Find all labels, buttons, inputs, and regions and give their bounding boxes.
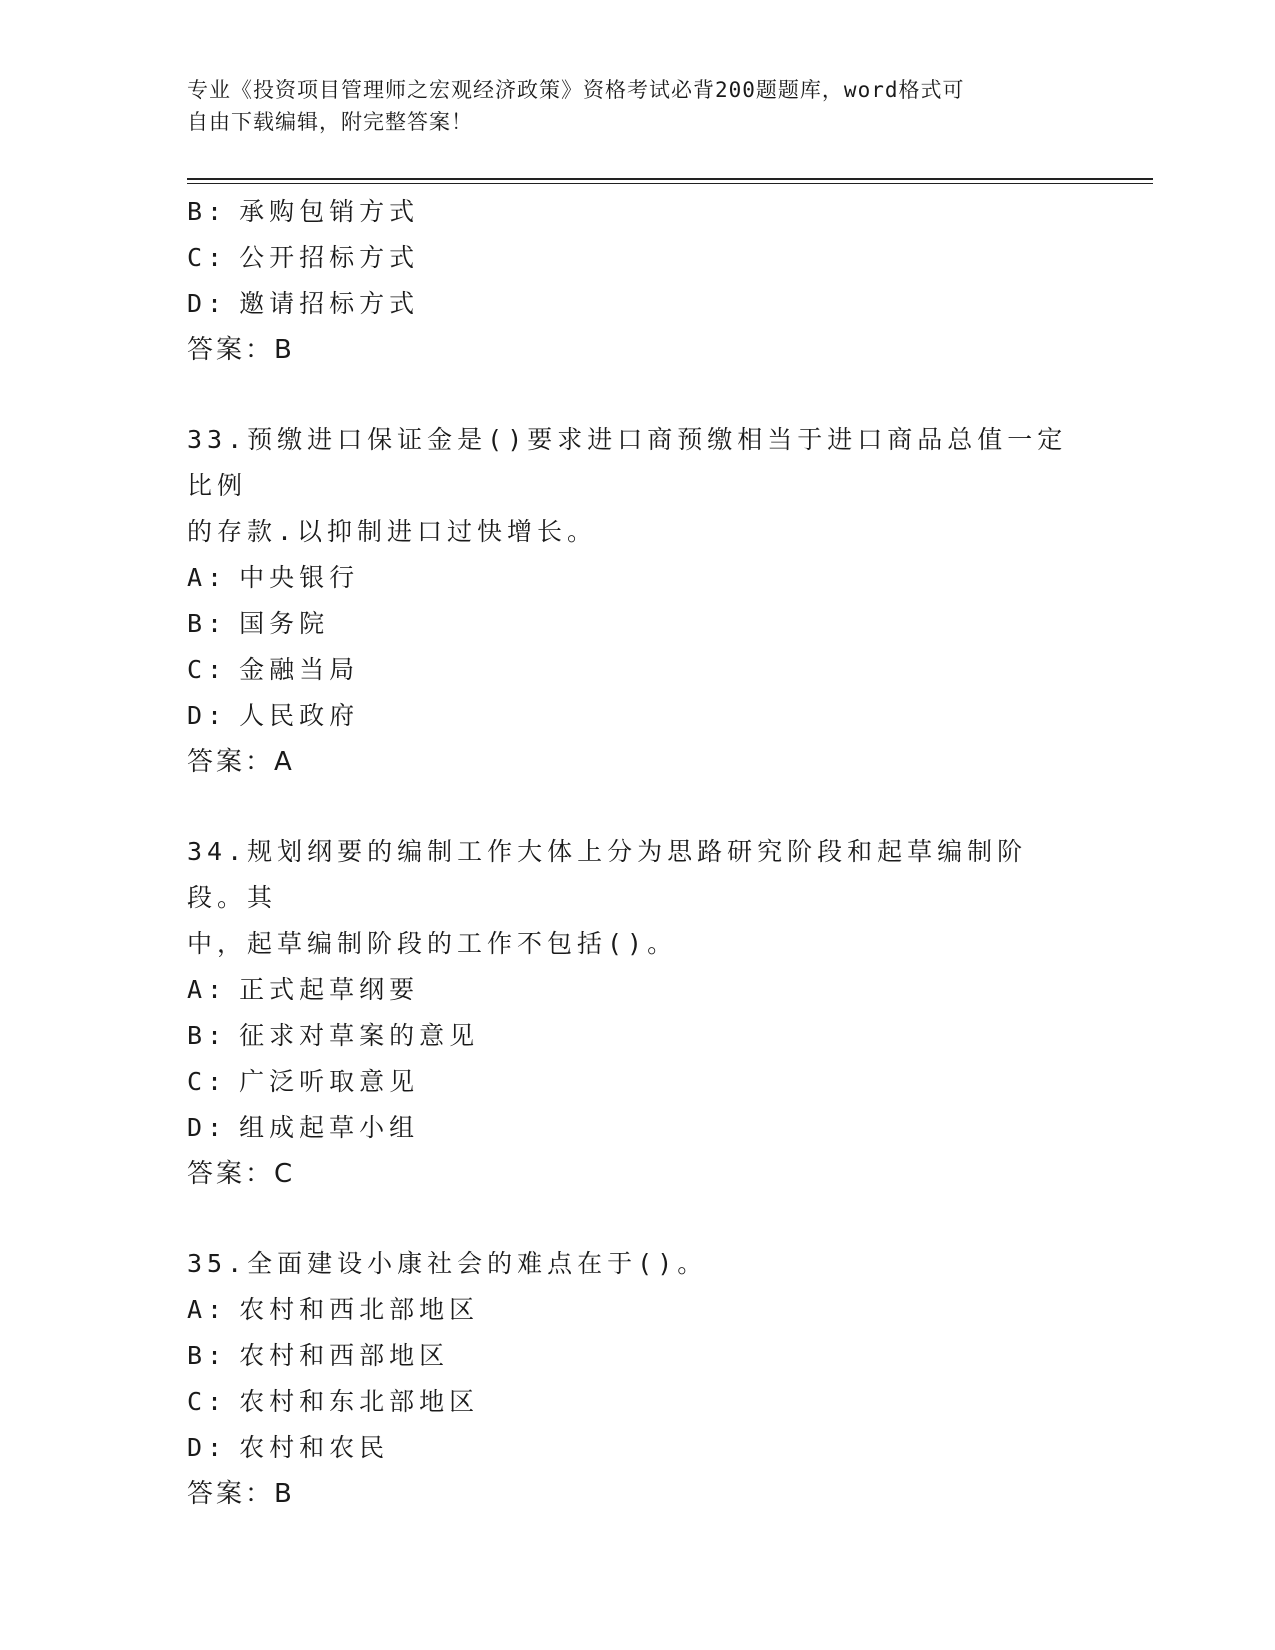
option-key: C:: [187, 655, 228, 684]
option-key: B:: [187, 1021, 228, 1050]
option-key: C:: [187, 1387, 228, 1416]
option-key: B:: [187, 197, 228, 226]
question-stem-line: 中，起草编制阶段的工作不包括()。: [187, 929, 678, 958]
option-key: A:: [187, 563, 228, 592]
option-a: [187, 555, 1087, 601]
option-d: [187, 281, 1087, 327]
option-b: [187, 1013, 1087, 1059]
question-stem: [187, 1241, 1087, 1287]
option-text: 广泛听取意见: [239, 1067, 420, 1096]
question-34: [187, 829, 1087, 1197]
option-text: 组成起草小组: [239, 1113, 420, 1142]
option-c: [187, 235, 1087, 281]
option-key: D:: [187, 701, 228, 730]
option-text: 人民政府: [239, 701, 360, 730]
option-key: B:: [187, 609, 228, 638]
option-d: [187, 1425, 1087, 1471]
header-divider-thin: [187, 183, 1153, 184]
spacer: [187, 1197, 1087, 1241]
option-text: 公开招标方式: [239, 243, 420, 272]
question-list: [187, 189, 1087, 1517]
question-stem: [187, 417, 1087, 555]
spacer: [187, 373, 1087, 417]
option-c: [187, 1059, 1087, 1105]
option-text: 中央银行: [239, 563, 360, 592]
answer: 答案：B: [187, 335, 295, 365]
option-key: C:: [187, 1067, 228, 1096]
option-key: A:: [187, 975, 228, 1004]
option-b: [187, 1333, 1087, 1379]
option-c: [187, 647, 1087, 693]
option-text: 农村和西部地区: [239, 1341, 450, 1370]
option-key: C:: [187, 243, 228, 272]
option-a: [187, 967, 1087, 1013]
answer: 答案：A: [187, 747, 295, 777]
option-text: 农村和西北部地区: [239, 1295, 480, 1324]
spacer: [187, 785, 1087, 829]
question-stem-line: 的存款.以抑制进口过快增长。: [187, 517, 598, 546]
header-divider-thick: [187, 178, 1153, 180]
option-text: 农村和农民: [239, 1433, 390, 1462]
question-35: [187, 1241, 1087, 1517]
answer: 答案：C: [187, 1159, 296, 1189]
header-line-2: 自由下载编辑，附完整答案！: [187, 110, 473, 134]
option-key: A:: [187, 1295, 228, 1324]
option-key: D:: [187, 1433, 228, 1462]
header-line-1: 专业《投资项目管理师之宏观经济政策》资格考试必背200题题库，word格式可: [187, 78, 965, 102]
option-text: 金融当局: [239, 655, 360, 684]
option-key: B:: [187, 1341, 228, 1370]
option-b: [187, 601, 1087, 647]
option-text: 正式起草纲要: [239, 975, 420, 1004]
option-key: D:: [187, 1113, 228, 1142]
option-d: [187, 693, 1087, 739]
option-text: 农村和东北部地区: [239, 1387, 480, 1416]
document-header: [187, 74, 1087, 138]
option-text: 征求对草案的意见: [239, 1021, 480, 1050]
option-key: D:: [187, 289, 228, 318]
question-33: [187, 417, 1087, 785]
option-text: 承购包销方式: [239, 197, 420, 226]
question-stem-line: 34.规划纲要的编制工作大体上分为思路研究阶段和起草编制阶段。其: [187, 837, 1028, 912]
question-stem-line: 35.全面建设小康社会的难点在于()。: [187, 1249, 708, 1278]
question-stem-line: 33.预缴进口保证金是()要求进口商预缴相当于进口商品总值一定比例: [187, 425, 1068, 500]
option-a: [187, 1287, 1087, 1333]
option-c: [187, 1379, 1087, 1425]
question-stem: [187, 829, 1087, 967]
option-text: 邀请招标方式: [239, 289, 420, 318]
answer: 答案：B: [187, 1479, 295, 1509]
option-b: [187, 189, 1087, 235]
option-text: 国务院: [239, 609, 330, 638]
option-d: [187, 1105, 1087, 1151]
question-32: [187, 189, 1087, 373]
